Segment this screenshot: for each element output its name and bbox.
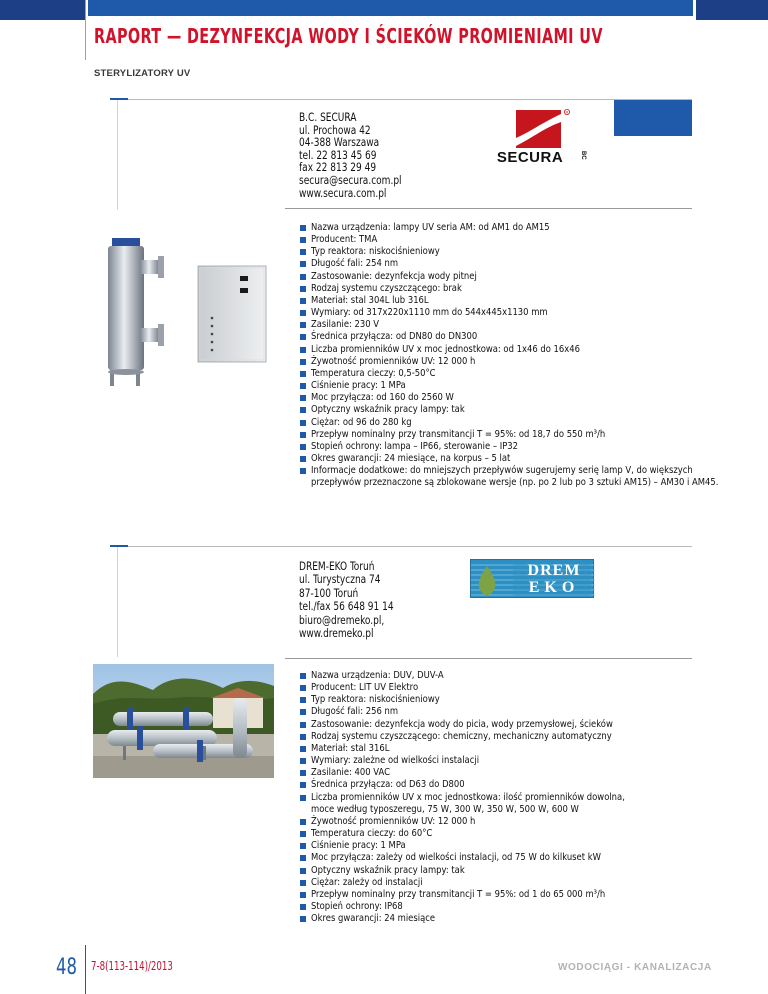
margin-rule <box>85 0 86 60</box>
bullet-square-icon <box>300 843 306 849</box>
bullet-square-icon <box>300 347 306 353</box>
dremeko-logo-line2: EKO <box>528 579 580 596</box>
secura-wordmark: SECURA <box>496 149 564 166</box>
dremeko-logo-line1: DREM <box>527 562 581 579</box>
bullet-square-icon <box>300 249 306 255</box>
uv-installation-photo <box>93 664 274 778</box>
spec-item: Optyczny wskaźnik pracy lampy: tak <box>300 865 676 877</box>
bullet-square-icon <box>300 880 306 886</box>
page-header-title: RAPORT — DEZYNFEKCJA WODY I ŚCIEKÓW PROMIENIAMI UV <box>94 24 603 48</box>
contact-block <box>299 560 407 640</box>
entry-corner-block <box>614 100 692 136</box>
spec-item: Liczba promienników UV x moc jednostkowa: od 1x46 do 16x46 <box>300 344 768 356</box>
uv-lamp-photo <box>100 226 270 402</box>
product-photo-secura <box>100 226 270 402</box>
website-link[interactable]: www.dremeko.pl <box>299 626 374 641</box>
spec-item: Stopień ochrony: IP68 <box>300 901 676 913</box>
bullet-square-icon <box>300 868 306 874</box>
address-city: 04-388 Warszawa <box>299 135 380 150</box>
bullet-square-icon <box>300 298 306 304</box>
page-number: 48 <box>56 955 77 980</box>
bullet-square-icon <box>300 383 306 389</box>
bullet-square-icon <box>300 286 306 292</box>
bullet-square-icon <box>300 225 306 231</box>
spec-item: Ciśnienie pracy: 1 MPa <box>300 840 676 852</box>
top-bar-strip <box>88 0 693 16</box>
bullet-square-icon <box>300 855 306 861</box>
entry-top-line <box>110 546 692 547</box>
spec-item: Stopień ochrony: lampa – IP66, sterowanie – IP32 <box>300 441 768 453</box>
entry-divider <box>285 208 692 209</box>
entry-top-line <box>110 99 692 100</box>
dremeko-logo <box>470 559 594 598</box>
spec-list <box>300 670 676 925</box>
entry-side-rule <box>117 100 118 210</box>
spec-item: Średnica przyłącza: od D63 do D800 <box>300 779 676 791</box>
spec-item: Producent: TMA <box>300 234 768 246</box>
bullet-square-icon <box>300 770 306 776</box>
spec-item: Rodzaj systemu czyszczącego: chemiczny, mechaniczny automatyczny <box>300 731 676 743</box>
spec-item: Informacje dodatkowe: do mniejszych przepływów sugerujemy serię lamp V, do większych <box>300 465 768 477</box>
bullet-square-icon <box>300 468 306 474</box>
entry-side-rule <box>117 547 118 657</box>
bullet-square-icon <box>300 407 306 413</box>
spec-item: Optyczny wskaźnik pracy lampy: tak <box>300 404 768 416</box>
spec-item: Zasilanie: 400 VAC <box>300 767 676 779</box>
address-street: ul. Prochowa 42 <box>299 122 371 137</box>
spec-item: Liczba promienników UV x moc jednostkowa: ilość promienników dowolna, <box>300 792 676 804</box>
email-link[interactable]: secura@secura.com.pl <box>299 172 402 187</box>
bullet-square-icon <box>300 722 306 728</box>
spec-item: Okres gwarancji: 24 miesiące <box>300 913 676 925</box>
entry-top-accent <box>110 545 128 547</box>
issue-label: 7-8(113-114)/2013 <box>91 959 173 973</box>
spec-item: Materiał: stal 316L <box>300 743 676 755</box>
entry-divider <box>285 658 692 659</box>
bullet-square-icon <box>300 420 306 426</box>
spec-item: Żywotność promienników UV: 12 000 h <box>300 356 768 368</box>
spec-item: Średnica przyłącza: od DN80 do DN300 <box>300 331 768 343</box>
bullet-square-icon <box>300 709 306 715</box>
spec-item: Ciężar: zależy od instalacji <box>300 877 676 889</box>
bullet-square-icon <box>300 359 306 365</box>
bullet-square-icon <box>300 456 306 462</box>
spec-item: Zasilanie: 230 V <box>300 319 768 331</box>
email-link[interactable]: biuro@dremeko.pl, <box>299 612 385 627</box>
spec-item: Temperatura cieczy: 0,5-50°C <box>300 368 768 380</box>
spec-item: Rodzaj systemu czyszczącego: brak <box>300 283 768 295</box>
bullet-square-icon <box>300 892 306 898</box>
bullet-square-icon <box>300 916 306 922</box>
footer-rule <box>85 945 86 994</box>
spec-item: Typ reaktora: niskociśnieniowy <box>300 246 768 258</box>
phone: tel. 22 813 45 69 <box>299 147 377 162</box>
top-bar-left-block <box>0 0 85 20</box>
secura-wordmark-suffix: BC <box>580 151 586 160</box>
spec-item: Zastosowanie: dezynfekcja wody pitnej <box>300 271 768 283</box>
spec-item: Typ reaktora: niskociśnieniowy <box>300 694 676 706</box>
spec-item: Nazwa urządzenia: lampy UV seria AM: od AM1 do AM15 <box>300 222 768 234</box>
spec-item: Przepływ nominalny przy transmitancji T = 95%: od 18,7 do 550 m³/h <box>300 429 768 441</box>
company-name: B.C. SECURA <box>299 110 357 124</box>
contact-block <box>299 111 416 199</box>
bullet-square-icon <box>300 782 306 788</box>
spec-item: Wymiary: zależne od wielkości instalacji <box>300 755 676 767</box>
spec-item: Długość fali: 254 nm <box>300 258 768 270</box>
secura-logo <box>486 108 586 174</box>
spec-item: Ciśnienie pracy: 1 MPa <box>300 380 768 392</box>
phone-fax: tel./fax 56 648 91 14 <box>299 599 394 614</box>
fax: fax 22 813 29 49 <box>299 160 377 175</box>
bullet-square-icon <box>300 444 306 450</box>
spec-item: Moc przyłącza: od 160 do 2560 W <box>300 392 768 404</box>
spec-item: Okres gwarancji: 24 miesiące, na korpus – 5 lat <box>300 453 768 465</box>
spec-item: Wymiary: od 317x220x1110 mm do 544x445x1130 mm <box>300 307 768 319</box>
bullet-square-icon <box>300 432 306 438</box>
bullet-square-icon <box>300 274 306 280</box>
bullet-square-icon <box>300 371 306 377</box>
bullet-square-icon <box>300 310 306 316</box>
spec-item: Długość fali: 256 nm <box>300 706 676 718</box>
bullet-square-icon <box>300 322 306 328</box>
address-street: ul. Turystyczna 74 <box>299 572 381 587</box>
bullet-square-icon <box>300 685 306 691</box>
spec-item: Żywotność promienników UV: 12 000 h <box>300 816 676 828</box>
section-label: STERYLIZATORY UV <box>94 68 191 79</box>
spec-item: Moc przyłącza: zależy od wielkości instalacji, od 75 W do kilkuset kW <box>300 852 676 864</box>
bullet-square-icon <box>300 746 306 752</box>
bullet-square-icon <box>300 697 306 703</box>
spec-item: Temperatura cieczy: do 60°C <box>300 828 676 840</box>
spec-item: Materiał: stal 304L lub 316L <box>300 295 768 307</box>
bullet-square-icon <box>300 237 306 243</box>
bullet-square-icon <box>300 395 306 401</box>
spec-item: Przepływ nominalny przy transmitancji T = 95%: od 1 do 65 000 m³/h <box>300 889 676 901</box>
spec-item: Ciężar: od 96 do 280 kg <box>300 417 768 429</box>
spec-item: Nazwa urządzenia: DUV, DUV-A <box>300 670 676 682</box>
svg-text:R: R <box>565 109 569 115</box>
bullet-square-icon <box>300 261 306 267</box>
spec-item-continuation: moce według typoszeregu, 75 W, 300 W, 350 W, 500 W, 600 W <box>311 803 579 815</box>
spec-item: Producent: LIT UV Elektro <box>300 682 676 694</box>
company-name: DREM-EKO Toruń <box>299 559 375 573</box>
spec-list <box>300 222 768 489</box>
entry-top-accent <box>110 98 128 100</box>
address-city: 87-100 Toruń <box>299 585 359 600</box>
spec-item: Zastosowanie: dezynfekcja wody do picia, wody przemysłowej, ścieków <box>300 719 676 731</box>
website-link[interactable]: www.secura.com.pl <box>299 185 387 200</box>
magazine-brand: WODOCIĄGI - KANALIZACJA <box>558 962 712 973</box>
bullet-square-icon <box>300 795 306 801</box>
bullet-square-icon <box>300 334 306 340</box>
bullet-square-icon <box>300 734 306 740</box>
bullet-square-icon <box>300 673 306 679</box>
bullet-square-icon <box>300 904 306 910</box>
top-bar-right-block <box>696 0 768 20</box>
product-photo-dremeko <box>93 664 274 778</box>
bullet-square-icon <box>300 758 306 764</box>
top-color-bar <box>0 0 768 20</box>
spec-item-continuation: przepływów przeznaczone są zblokowane wersje (np. po 2 lub po 3 sztuki AM15) – AM30 i AM45. <box>311 477 719 489</box>
bullet-square-icon <box>300 819 306 825</box>
bullet-square-icon <box>300 831 306 837</box>
